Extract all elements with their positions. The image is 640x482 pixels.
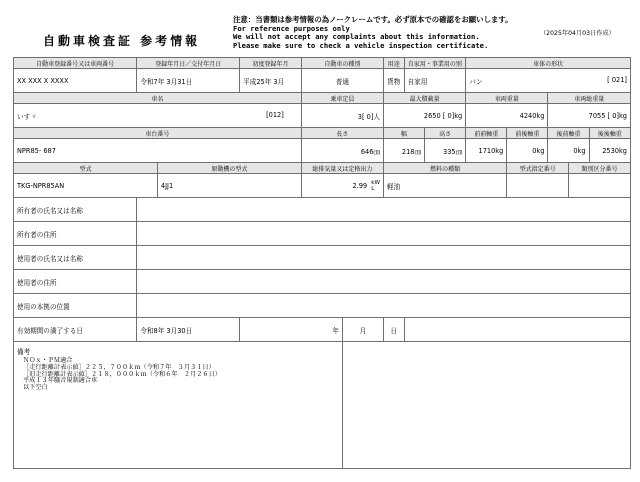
body-shape-name: バン	[469, 77, 483, 86]
certificate-table	[13, 57, 631, 469]
vehicle-type: 普通	[301, 69, 383, 93]
length: 646㎝	[301, 139, 383, 163]
header-engine-model: 原動機の型式	[157, 163, 301, 174]
expiry-month	[342, 318, 383, 342]
header-category-number: 類別区分番号	[568, 163, 630, 174]
header-fr-axle: 前後軸重	[507, 128, 548, 139]
fr-axle: 0kg	[507, 139, 548, 163]
displacement-unit-kw: kW	[371, 179, 381, 186]
expiry-blank	[404, 318, 630, 342]
notice-line-4: Please make sure to check a vehicle inspection certificate.	[233, 40, 489, 50]
owner-name-value	[137, 198, 631, 222]
notice-line-2: For reference purposes only	[233, 23, 350, 33]
remarks-line: ［旧走行距離計表示値］２１８，０００ｋｍ（令和６年 ２月２６日）	[23, 370, 221, 378]
header-ff-axle: 前前軸重	[466, 128, 507, 139]
header-capacity: 乗車定員	[301, 93, 383, 104]
expiry-year	[240, 318, 343, 342]
category-number	[568, 174, 630, 198]
maker-name: いすゞ	[17, 112, 37, 121]
document-title: 自動車検査証 参考情報	[43, 34, 201, 48]
private-business: 自家用	[404, 69, 466, 93]
remarks-right-blank	[342, 342, 630, 469]
maker-code: [012]	[266, 110, 284, 119]
body-shape	[466, 69, 631, 93]
header-registration-date: 登録年月日／交付年月日	[137, 58, 240, 69]
header-fuel: 燃料の種類	[384, 163, 507, 174]
header-chassis: 車台番号	[14, 128, 302, 139]
header-max-load: 最大積載量	[384, 93, 466, 104]
owner-name-label: 所有者の氏名又は名称	[14, 198, 137, 222]
displacement-value: 2.99	[352, 181, 368, 190]
use: 貨物	[384, 69, 405, 93]
user-name-label: 使用者の氏名又は名称	[14, 246, 137, 270]
vehicle-weight: 4240kg	[466, 104, 548, 128]
notice-text-ja: 当書類は参考情報の為ノークレームです。必ず原本での確認をお願いします。	[255, 15, 513, 24]
header-rr-axle: 後後軸重	[589, 128, 630, 139]
header-vehicle-weight: 車両重量	[466, 93, 548, 104]
base-location-value	[137, 294, 631, 318]
gross-weight: 7055 [ 0]kg	[548, 104, 631, 128]
header-use: 用途	[384, 58, 405, 69]
remarks-line: ＮＯｘ・ＰＭ適合	[23, 357, 73, 364]
owner-address-label: 所有者の住所	[14, 222, 137, 246]
type-designation	[507, 174, 569, 198]
header-length: 長さ	[301, 128, 383, 139]
base-location-label: 使用の本拠の位置	[14, 294, 137, 318]
notice-label: 注意：	[233, 15, 256, 24]
expiry-label: 有効期間の満了する日	[14, 318, 137, 342]
header-gross-weight: 車両総重量	[548, 93, 631, 104]
header-width: 幅	[384, 128, 425, 139]
header-height: 高さ	[425, 128, 466, 139]
user-address-label: 使用者の住所	[14, 270, 137, 294]
rf-axle: 0kg	[548, 139, 589, 163]
displacement	[301, 174, 383, 198]
height: 335㎝	[425, 139, 466, 163]
remarks-line: 平成１３年騒音規制適合車	[23, 377, 98, 385]
registration-date: 令和7年 3月31日	[137, 69, 240, 93]
registration-number: XX XXX X XXXX	[14, 69, 137, 93]
width: 218㎝	[384, 139, 425, 163]
user-name-value	[137, 246, 631, 270]
displacement-unit-l: L	[371, 185, 375, 192]
maker	[14, 104, 302, 128]
header-displacement: 総排気量又は定格出力	[301, 163, 383, 174]
created-date: （2025年04月03日作成）	[540, 30, 615, 37]
header-first-registration: 初度登録年月	[240, 58, 302, 69]
max-load: 2650 [ 0]kg	[384, 104, 466, 128]
notice-block	[233, 16, 512, 50]
header-private-business: 自家用・事業用の別	[404, 58, 466, 69]
user-address-value	[137, 270, 631, 294]
header-rf-axle: 後前軸重	[548, 128, 589, 139]
expiry-year-label: 年	[332, 326, 339, 335]
remarks-line: ［走行距離計表示値］２２５，７００ｋｍ（令和７年 ３月３１日）	[23, 363, 215, 371]
expiry-day-label: 日	[390, 326, 398, 335]
capacity: 3[ 0]人	[301, 104, 383, 128]
model: TKG-NPR85AN	[14, 174, 158, 198]
body-shape-code: [ 021]	[607, 75, 627, 84]
remarks-box	[14, 342, 343, 469]
header-body-shape: 車体の形状	[466, 58, 631, 69]
expiry-date: 令和8年 3月30日	[137, 318, 240, 342]
header-type-designation: 型式指定番号	[507, 163, 569, 174]
first-registration: 平成25年 3月	[240, 69, 302, 93]
header-model: 型式	[14, 163, 158, 174]
owner-address-value	[137, 222, 631, 246]
fuel: 軽油	[384, 174, 507, 198]
header-maker: 車名	[14, 93, 302, 104]
engine-model: 4JJ1	[157, 174, 301, 198]
header-vehicle-type: 自動車の種別	[301, 58, 383, 69]
rr-axle: 2530kg	[589, 139, 630, 163]
ff-axle: 1710kg	[466, 139, 507, 163]
notice-line-3: We will not accept any complaints about this information.	[233, 32, 480, 42]
chassis-number: NPR85- 687	[14, 139, 302, 163]
expiry-day	[384, 318, 405, 342]
expiry-month-label: 月	[359, 326, 367, 335]
remarks-title: 備考	[17, 348, 31, 356]
remarks-line: 以下空白	[23, 384, 48, 392]
header-registration-number: 自動車登録番号又は車両番号	[14, 58, 137, 69]
